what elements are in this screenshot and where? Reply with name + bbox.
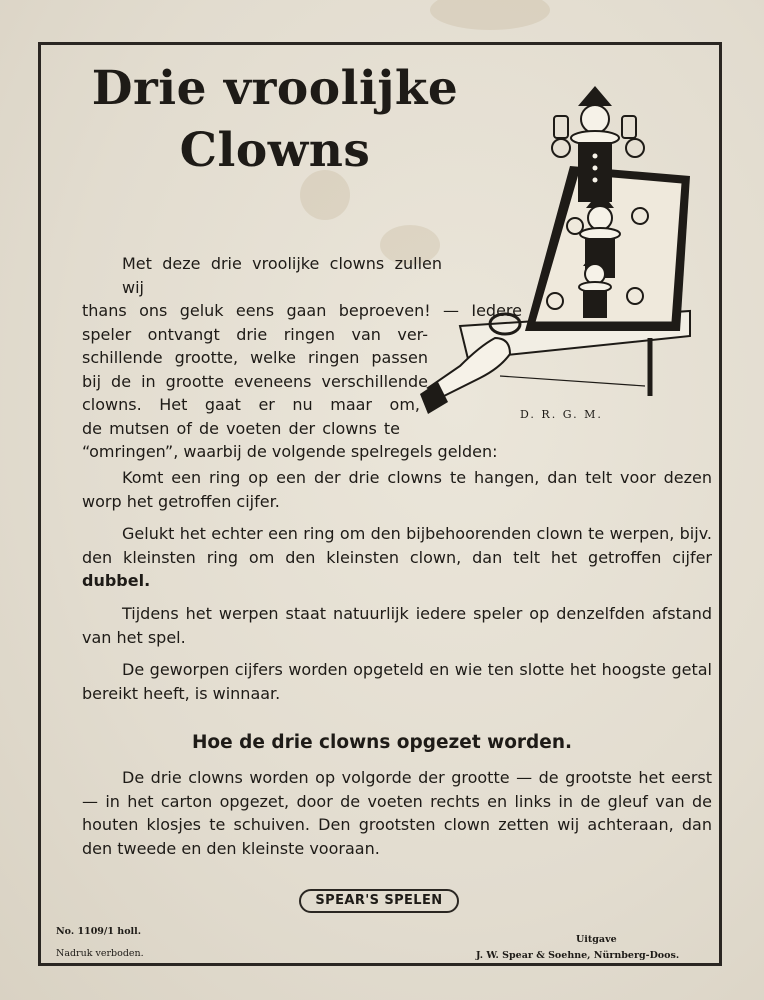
reprint-notice: Nadruk verboden. [56, 948, 144, 959]
intro-line: bij de in grootte eveneens verschillende [82, 371, 428, 391]
intro-line: thans ons geluk eens gaan beproeven! — Iedere [82, 301, 522, 320]
brand-badge: SPEAR'S SPELEN [299, 889, 459, 913]
publisher-name: J. W. Spear & Soehne, Nürnberg-Doos. [476, 950, 680, 961]
rule-paragraph-3 [82, 602, 712, 649]
publisher-label: Uitgave [576, 934, 617, 945]
illustration-caption: D. R. G. M. [520, 408, 603, 421]
article-number: No. 1109/1 holl. [56, 926, 142, 937]
title-line-2: Clowns [179, 123, 371, 178]
intro-line: de mutsen of de voeten der clowns te [82, 418, 400, 438]
rule-emphasis: dubbel. [82, 571, 151, 590]
title-line-1: Drie vroolijke [91, 61, 459, 116]
rule-paragraph-1 [82, 466, 712, 513]
intro-paragraph [82, 252, 522, 464]
rule-text: Tijdens het werpen staat natuurlijk iedere speler op denzelfden afstand van het spel. [82, 604, 712, 647]
setup-heading: Hoe de drie clowns opgezet worden. [191, 732, 573, 753]
clown-game-illustration [420, 76, 700, 416]
intro-line: schillende grootte, welke ringen passen [82, 348, 428, 367]
rule-text: Komt een ring op een der drie clowns te hangen, dan telt voor dezen worp het getroffen cijfer. [82, 468, 712, 511]
intro-line: Met deze drie vroolijke clowns zullen wij [122, 254, 442, 297]
setup-text: De drie clowns worden op volgorde der grootte — de grootste het eerst — in het carton opgezet, door de voeten rechts en links in de gleuf van de houten klosjes te schuiven. Den grootsten clown zetten wij achteraan, dan den tweede en den kleinste vooraan. [82, 768, 712, 858]
rule-text: De geworpen cijfers worden opgeteld en wie ten slotte het hoogste getal bereikt heeft, is winnaar. [82, 660, 712, 703]
intro-line: “omringen”, waarbij de volgende spelregels gelden: [82, 442, 498, 461]
intro-line: speler ontvangt drie ringen van ver- [82, 324, 428, 344]
setup-paragraph [82, 766, 712, 860]
rule-paragraph-4 [82, 658, 712, 705]
rule-text: Gelukt het echter een ring om den bijbehoorenden clown te werpen, bijv. den kleinsten ring om den kleinsten clown, dan telt het getroffen cijfer [82, 524, 712, 567]
rule-paragraph-2 [82, 522, 712, 593]
intro-line: clowns. Het gaat er nu maar om, [82, 395, 420, 414]
